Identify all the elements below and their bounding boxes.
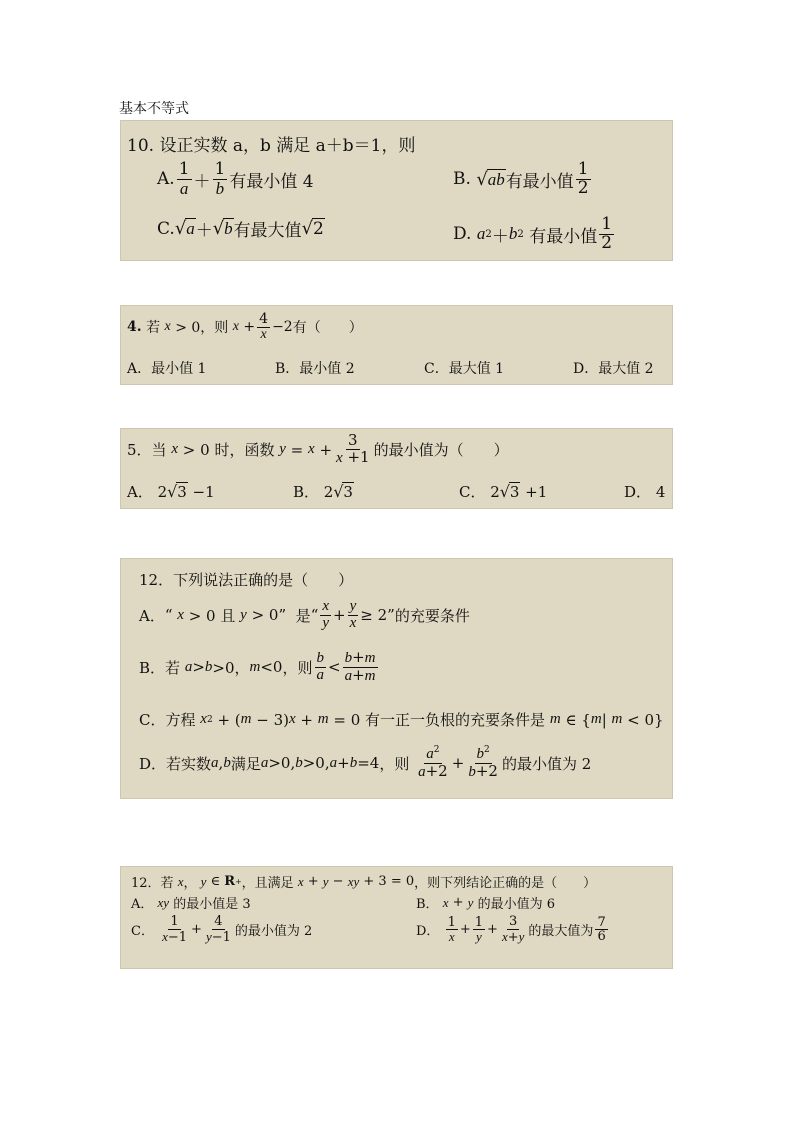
q10-stem: 10. 设正实数 a，b 满足 a＋b＝1，则 [127,136,416,156]
q12a-option-d: D．若实数 a , b 满足 a >0, b >0, a + b =4 ，则 $\frac{a^2}{a+2}$ + $\frac{b^2}{b+2}$ 的最小值为 2 [139,745,592,780]
q12a-option-c: C．方程 x 2 + ( m − 3) x + m = 0 有一正一负根的充要条件是 m ∈ { m | m < 0} [139,710,664,729]
question-12-box-2 [120,866,673,969]
q4-option-d: D．最大值 2 [573,361,654,377]
question-4-box [120,305,673,385]
q4-option-c: C．最大值 1 [424,361,505,377]
q4-option-b: B．最小值 2 [275,361,355,377]
question-12-box-1 [120,558,673,799]
q5-option-d: D． 4 [624,482,666,501]
q12b-option-b: B． x + y 的最小值为 6 [416,894,555,912]
q5-option-a: A． 2 √ 3 −1 [127,482,215,501]
q10-option-d: D. a 2 ＋ b 2 有最小值 $\frac{1}{2}$ [453,214,613,253]
q10-option-c: C. √ a ＋ √ b 有最大值 √ 2 [157,218,324,241]
question-5-box [120,428,673,509]
q4-option-a: A．最小值 1 [127,361,207,377]
q12a-option-b: B．若 a > b >0， m <0 ，则 $\frac{b}{a}$ < $\frac{b+m}{a+m}$ [139,648,376,684]
q5-stem: 5． 当 x > 0 时，函数 y = x + $\frac{3}{x +1}$ 的最小值为（ ） [127,431,509,466]
q5-option-c: C． 2 √ 3 +1 [459,482,548,501]
q12b-option-c: C． $\frac{1}{x-1}$ + $\frac{4}{y-1}$ 的最小值为 2 [131,914,313,945]
q10-option-b: B. √ ab 有最小值 $\frac{1}{2}$ [453,159,589,198]
q12b-option-a: A． xy 的最小值是 3 [131,894,251,912]
q10-option-a: A. $\frac{1}{a}$ ＋ $\frac{1}{b}$ 有最小值 4 [157,159,314,198]
q4-stem: 4. 若 x > 0，则 x + $\frac{4}{x}$ −2 有（ ） [127,311,363,342]
page-heading: 基本不等式 [119,101,189,117]
q12b-stem: 12． 若 x ， y ∈ R + ，且满足 x + y − xy + 3 = 0 ，则下列结论正确的是（ ） [131,873,597,891]
q12a-option-a: A． “ x > 0 且 y > 0” 是 “ $\frac{x}{y}$ + $\frac{y}{x}$ ≥ 2” 的充要条件 [139,598,470,631]
question-10-box [120,120,673,261]
q5-option-b: B． 2 √ 3 [293,482,353,501]
q12b-option-d: D． $\frac{1}{x}$ + $\frac{1}{y}$ + $\frac{3}{x+y}$ 的最大值为 $\frac{7}{6}$ [416,914,606,945]
q12a-stem: 12．下列说法正确的是（ ） [139,571,354,589]
